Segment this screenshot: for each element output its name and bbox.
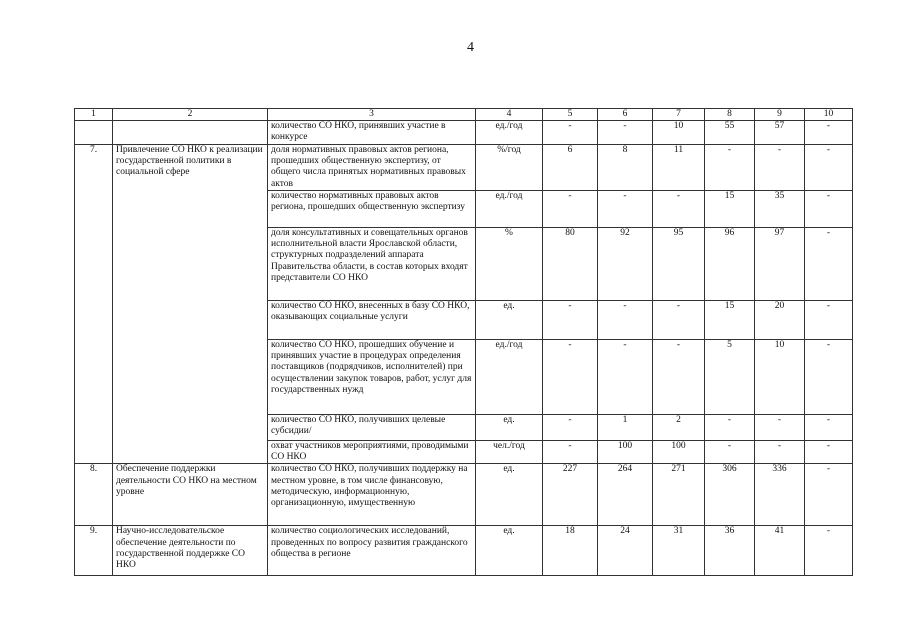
value-cell: - [805,415,853,441]
value-cell: - [805,464,853,526]
row-number-cell: 9. [75,526,113,576]
indicator-cell: количество СО НКО, принявших участие в конкурсе [268,121,476,145]
value-cell: 336 [755,464,805,526]
value-cell: - [598,121,653,145]
value-cell: - [653,191,705,228]
unit-cell: %/год [476,145,543,191]
value-cell: 271 [653,464,705,526]
header-cell: 1 [75,109,113,121]
unit-cell: ед./год [476,191,543,228]
header-row [75,109,853,121]
indicator-cell: доля консультативных и совещательных органов исполнительной власти Ярославской области, структурных подразделений аппарата Правительства области, в состав которых входят представители СО НКО [268,228,476,301]
value-cell: 36 [705,526,755,576]
value-cell: 306 [705,464,755,526]
value-cell: - [755,145,805,191]
value-cell: 96 [705,228,755,301]
value-cell: 15 [705,301,755,340]
header-cell: 3 [268,109,476,121]
indicator-cell: количество СО НКО, получивших поддержку на местном уровне, в том числе финансовую, методическую, информационную, организационную, имущественную [268,464,476,526]
value-cell: - [805,191,853,228]
value-cell: 15 [705,191,755,228]
unit-cell: чел./год [476,441,543,464]
indicator-cell: количество СО НКО, прошедших обучение и принявших участие в процедурах определения поставщиков (подрядчиков, исполнителей) при осуществлении закупок товаров, работ, услуг для государственных нужд [268,340,476,415]
header-cell: 9 [755,109,805,121]
value-cell: 35 [755,191,805,228]
unit-cell: ед. [476,526,543,576]
indicator-cell: доля нормативных правовых актов региона, прошедших общественную экспертизу, от общего числа принятых нормативных правовых актов [268,145,476,191]
value-cell: - [598,301,653,340]
value-cell: 264 [598,464,653,526]
value-cell: 2 [653,415,705,441]
value-cell: - [543,340,598,415]
indicator-cell: количество социологических исследований, проведенных по вопросу развития гражданского общества в регионе [268,526,476,576]
indicator-cell: количество СО НКО, получивших целевые субсидии/ [268,415,476,441]
value-cell: 95 [653,228,705,301]
value-cell: - [543,121,598,145]
value-cell: 8 [598,145,653,191]
value-cell: 41 [755,526,805,576]
value-cell: 10 [653,121,705,145]
value-cell: - [653,340,705,415]
header-cell: 10 [805,109,853,121]
value-cell: - [543,191,598,228]
header-cell: 8 [705,109,755,121]
value-cell: 100 [598,441,653,464]
value-cell: 18 [543,526,598,576]
unit-cell: ед./год [476,340,543,415]
value-cell: - [598,191,653,228]
unit-cell: ед. [476,301,543,340]
value-cell: 10 [755,340,805,415]
value-cell: 24 [598,526,653,576]
row-number-cell [75,121,113,145]
value-cell: - [543,301,598,340]
value-cell: - [543,441,598,464]
header-cell: 6 [598,109,653,121]
indicator-cell: количество нормативных правовых актов региона, прошедших общественную экспертизу [268,191,476,228]
value-cell: - [755,441,805,464]
value-cell: 20 [755,301,805,340]
value-cell: 100 [653,441,705,464]
table-row [75,121,853,145]
value-cell: 92 [598,228,653,301]
value-cell: 1 [598,415,653,441]
unit-cell: ед./год [476,121,543,145]
value-cell: 227 [543,464,598,526]
value-cell: - [805,301,853,340]
value-cell: 11 [653,145,705,191]
value-cell: 80 [543,228,598,301]
indicator-cell: охват участников мероприятиями, проводимыми СО НКО [268,441,476,464]
unit-cell: ед. [476,464,543,526]
table-row [75,526,853,576]
page-number: 4 [467,40,474,55]
value-cell: 57 [755,121,805,145]
section-title-cell [113,121,268,145]
value-cell: - [653,301,705,340]
value-cell: 6 [543,145,598,191]
value-cell: - [705,145,755,191]
value-cell: - [805,121,853,145]
value-cell: - [805,340,853,415]
unit-cell: ед. [476,415,543,441]
section-title-cell: Обеспечение поддержки деятельности СО НКО на местном уровне [113,464,268,526]
table-row [75,145,853,191]
value-cell: 5 [705,340,755,415]
value-cell: - [598,340,653,415]
value-cell: - [805,441,853,464]
indicators-table [74,108,853,576]
value-cell: - [805,228,853,301]
header-cell: 5 [543,109,598,121]
header-cell: 2 [113,109,268,121]
value-cell: 97 [755,228,805,301]
row-number-cell: 8. [75,464,113,526]
unit-cell: % [476,228,543,301]
header-cell: 4 [476,109,543,121]
value-cell: - [805,145,853,191]
value-cell: - [805,526,853,576]
section-title-cell: Привлечение СО НКО к реализации государственной политики в социальной сфере [113,145,268,464]
value-cell: - [705,441,755,464]
value-cell: - [705,415,755,441]
table-row [75,464,853,526]
value-cell: - [543,415,598,441]
value-cell: - [755,415,805,441]
row-number-cell: 7. [75,145,113,464]
value-cell: 55 [705,121,755,145]
indicator-cell: количество СО НКО, внесенных в базу СО НКО, оказывающих социальные услуги [268,301,476,340]
header-cell: 7 [653,109,705,121]
value-cell: 31 [653,526,705,576]
section-title-cell: Научно-исследовательское обеспечение деятельности по государственной поддержке СО НКО [113,526,268,576]
